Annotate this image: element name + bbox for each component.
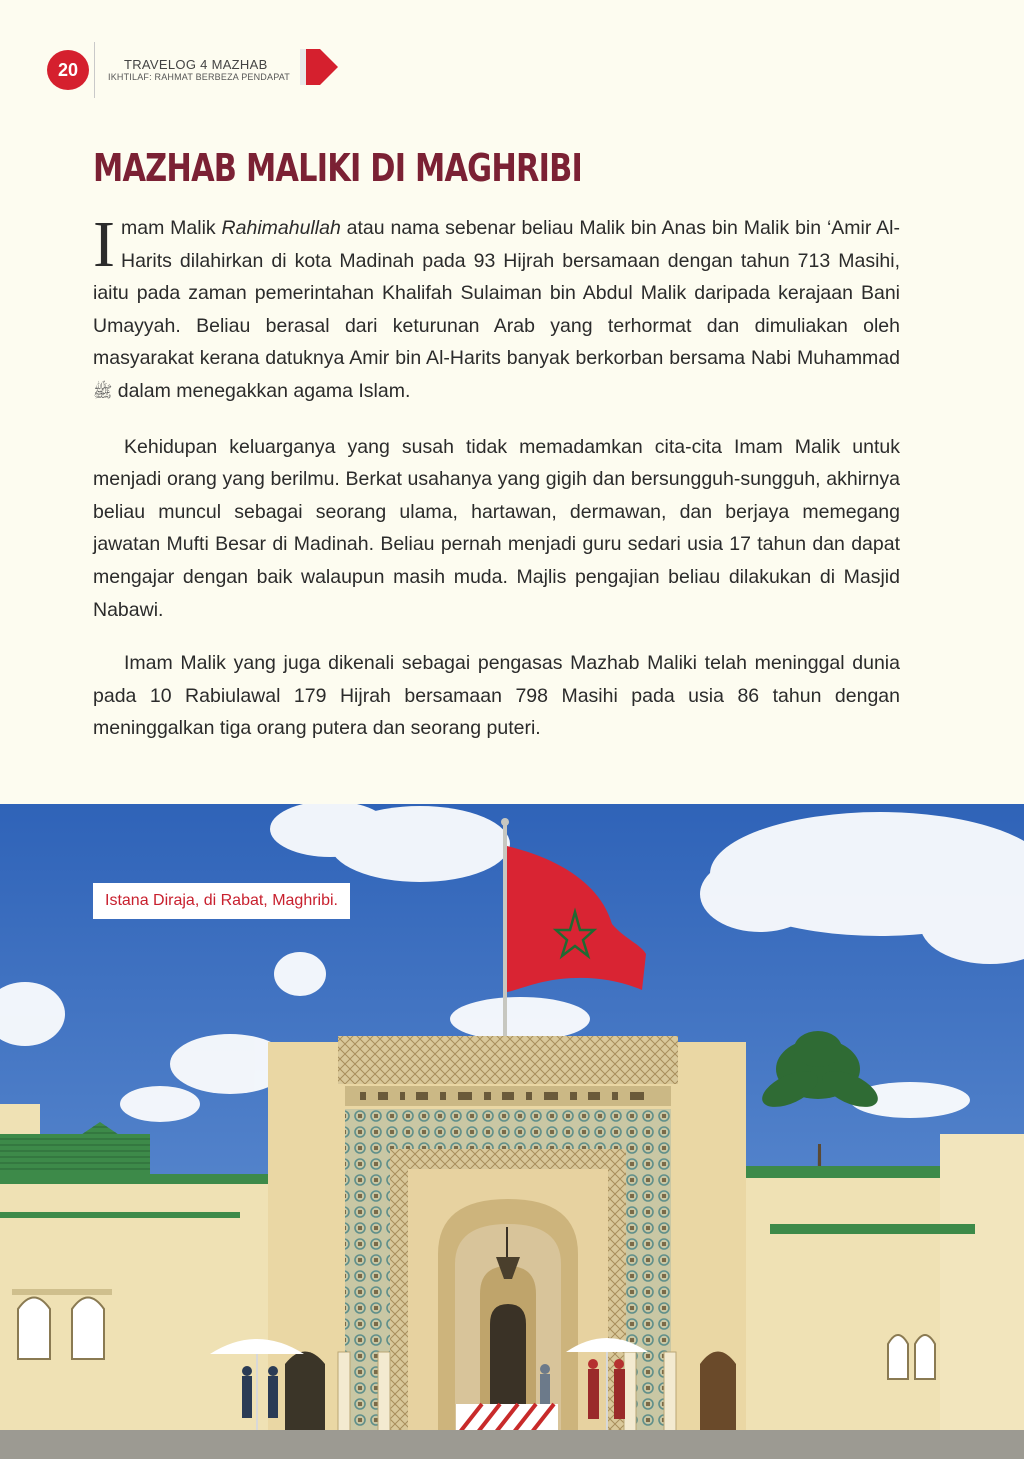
header-book-subtitle: IKHTILAF: RAHMAT BERBEZA PENDAPAT xyxy=(108,72,290,82)
paragraph-1-text-c: dalam menegakkan agama Islam. xyxy=(112,379,411,402)
paragraph-2: Kehidupan keluarganya yang susah tidak memadamkan cita-cita Imam Malik untuk menjadi orang yang berilmu. Berkat usahanya yang gigih dan bersungguh-sungguh, akhirnya beliau muncul sebagai seorang ulama, hartawan, dermawan, dan berjaya memegang jawatan Mufti Besar di Madinah. Beliau pernah menjadi guru sedari usia 17 tahun dan dapat mengajar dengan baik walaupun masih muda. Majlis pengajian beliau dilakukan di Masjid Nabawi. xyxy=(93,435,900,621)
article-body xyxy=(93,208,900,766)
header-divider xyxy=(94,42,95,98)
photo-caption: Istana Diraja, di Rabat, Maghribi. xyxy=(93,883,350,919)
header-arrow-icon xyxy=(298,48,340,86)
paragraph-1 xyxy=(93,208,900,410)
header-book-title: TRAVELOG 4 MAZHAB xyxy=(124,57,268,72)
paragraph-1-italic: Rahimahullah xyxy=(221,217,341,239)
salawat-symbol-icon: ﷺ xyxy=(93,383,113,401)
page-number-badge: 20 xyxy=(47,50,89,90)
drop-cap: I xyxy=(93,208,115,281)
paragraph-1-text-a: mam Malik xyxy=(120,217,222,239)
paragraph-1-text-b: atau nama sebenar beliau Malik bin Anas bin Malik bin ‘Amir Al-Harits dilahirkan di kota Madinah pada 93 Hijrah bersamaan dengan tahun 713 Masihi, iaitu pada zaman pemerintahan Khalifah Sulaiman bin Abdul Malik daripada kerajaan Bani Umayyah. Beliau berasal dari keturunan Arab yang terhormat dan dimuliakan oleh masyarakat kerana datuknya Amir bin Al-Harits banyak berkorban bersama Nabi Muhammad xyxy=(93,217,900,370)
paragraph-3: Imam Malik yang juga dikenali sebagai pengasas Mazhab Maliki telah meninggal dunia pada 10 Rabiulawal 179 Hijrah bersamaan 798 Masihi pada usia 86 tahun dengan meninggalkan tiga orang putera dan seorang puteri. xyxy=(93,652,900,740)
article-heading: MAZHAB MALIKI DI MAGHRIBI xyxy=(93,146,582,190)
